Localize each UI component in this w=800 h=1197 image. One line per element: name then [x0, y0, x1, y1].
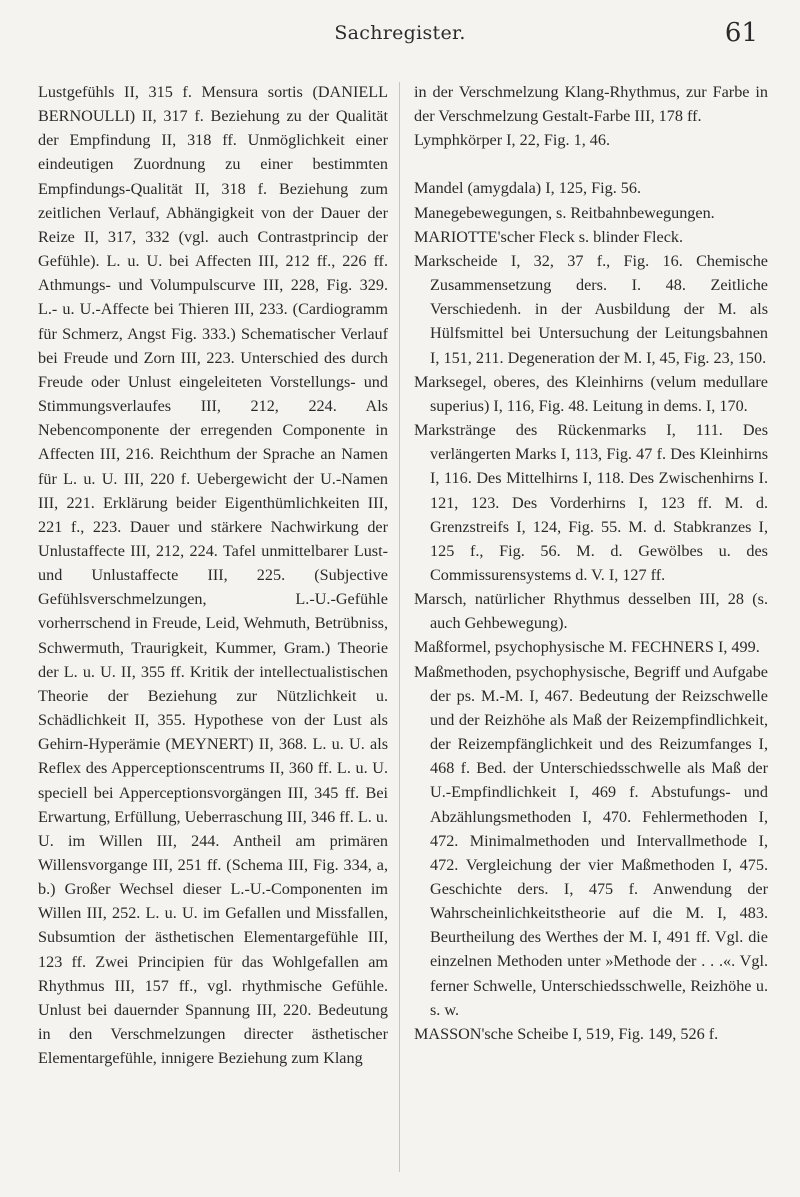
index-entry-massformel: Maßformel, psychophysische M. FECHNERS I, 499.	[414, 638, 760, 657]
index-entry-massmethoden: Maßmethoden, psychophysische, Begriff und Aufgabe der ps. M.-M. I, 467. Bedeutung der Reizschwelle und der Reizhöhe als Maß der Reizempfindlichkeit, der Reizempfänglichkeit und des Reizumfanges I, 468 f. Bed. der Unterschiedsschwelle als Maß der U.-Empfindlichkeit I, 469 f. Abstufungs- und Abzählungsmethoden I, 470. Fehlermethoden I, 472. Minimalmethoden und Intervallmethode I, 472. Vergleichung der vier Maßmethoden I, 475. Geschichte ders. I, 475 f. Anwendung der Wahrscheinlichkeitstheorie auf die M. I, 483. Beurtheilung des Werthes der M. I, 491 ff. Vgl. die einzelnen Methoden unter »Methode der . . .«. Vgl. ferner Schwelle, Unterschiedsschwelle, Reizhöhe u. s. w.	[414, 662, 768, 1019]
index-entry-marsch: Marsch, natürlicher Rhythmus desselben III, 28 (s. auch Gehbewegung).	[414, 590, 768, 633]
left-column	[38, 80, 388, 1070]
index-entry-lymphkoerper: Lymphkörper I, 22, Fig. 1, 46.	[414, 131, 611, 150]
index-entry-mandel: Mandel (amygdala) I, 125, Fig. 56.	[414, 179, 642, 198]
index-entry-manegebewegungen: Manegebewegungen, s. Reitbahnbewegungen.	[414, 203, 715, 222]
page-number: 61	[724, 18, 758, 48]
right-column	[414, 80, 768, 1046]
index-entry-marksegel: Marksegel, oberes, des Kleinhirns (velum medullare superius) I, 116, Fig. 48. Leitung in dems. I, 170.	[414, 372, 768, 415]
column-divider	[399, 82, 400, 1172]
index-entry-masson: MASSON'sche Scheibe I, 519, Fig. 149, 526 f.	[414, 1024, 719, 1043]
page-header	[0, 14, 800, 54]
index-entry-continuation: in der Verschmelzung Klang-Rhythmus, zur Farbe in der Verschmelzung Gestalt-Farbe III, 178 ff.	[414, 83, 768, 126]
index-entry-lust-und-unlust-continuation: Lustgefühls II, 315 f. Mensura sortis (DANIELL BERNOULLI) II, 317 f. Beziehung zu der Qualität der Empfindung II, 318 ff. Unmöglichkeit einer eindeutigen Zuordnung zu einer bestimmten Empfindungs-Qualität II, 318 f. Beziehung zum zeitlichen Verlauf, Abhängigkeit von der Dauer der Reize II, 317, 332 (vgl. auch Contrastprincip der Gefühle). L. u. U. bei Affecten III, 212 ff., 226 ff. Athmungs- und Volumpulscurve III, 228, Fig. 329. L.- u. U.-Affecte bei Thieren III, 233. (Cardiogramm für Schmerz, Angst Fig. 333.) Schematischer Verlauf bei Freude und Zorn III, 223. Unterschied des durch Freude oder Unlust eingeleiteten Vorstellungs- und Stimmungsverlaufes III, 212, 224. Als Nebencomponente der erregenden Componente in Affecten III, 216. Reichthum der Sprache an Namen für L. u. U. III, 220 f. Uebergewicht der U.-Namen III, 221. Erklärung beider Eigenthümlichkeiten III, 221 f., 223. Dauer und stärkere Nachwirkung der Unlustaffecte III, 212, 224. Tafel unmittelbarer Lust- und Unlustaffecte III, 225. (Subjective Gefühlsverschmelzungen, L.-U.-Gefühle vorherrschend in Freude, Leid, Wehmuth, Betrübniss, Schwermuth, Traurigkeit, Kummer, Gram.) Theorie der L. u. U. II, 355 ff. Kritik der intellectualistischen Theorie der Beziehung zur Nützlichkeit u. Schädlichkeit II, 355. Hypothese von der Lust als Gehirn-Hyperämie (MEYNERT) II, 368. L. u. U. als Reflex des Apperceptionscentrums II, 360 ff. L. u. U. speciell bei Apperceptionsvorgängen III, 345 ff. Bei Erwartung, Erfüllung, Ueberraschung III, 346 ff. L. u. U. im Willen III, 244. Antheil am primären Willensvorgange III, 251 ff. (Schema III, Fig. 334, a, b.) Großer Wechsel dieser L.-U.-Componenten im Willen III, 252. L. u. U. im Gefallen und Missfallen, Subsumtion der ästhetischen Elementargefühle III, 123 ff. Zwei Principien für das Wohlgefallen am Rhythmus III, 157 ff., vgl. rhythmische Gefühle. Unlust bei dauernder Spannung III, 220. Bedeutung in den Verschmelzungen directer ästhetischer Elementargefühle, innigere Beziehung zum Klang	[38, 83, 388, 1068]
index-entry-mariotte: MARIOTTE'scher Fleck s. blinder Fleck.	[414, 227, 684, 246]
index-entry-markscheide: Markscheide I, 32, 37 f., Fig. 16. Chemische Zusammensetzung ders. I. 48. Zeitliche Verschiedenh. in der Ausbildung der M. als Hülfsmittel bei Untersuchung der Leitungsbahnen I, 151, 211. Degeneration der M. I, 45, Fig. 23, 150.	[414, 251, 768, 367]
index-entry-markstraenge: Markstränge des Rückenmarks I, 111. Des verlängerten Marks I, 113, Fig. 47 f. Des Kleinhirns I, 116. Des Mittelhirns I, 118. Des Zwischenhirns I. 121, 123. Des Vorderhirns I, 123 ff. M. d. Grenzstreifs I, 124, Fig. 55. M. d. Stabkranzes I, 125 f., Fig. 56. M. d. Gewölbes u. des Commissurensystems d. V. I, 127 ff.	[414, 421, 768, 584]
running-title: Sachregister.	[334, 22, 466, 44]
